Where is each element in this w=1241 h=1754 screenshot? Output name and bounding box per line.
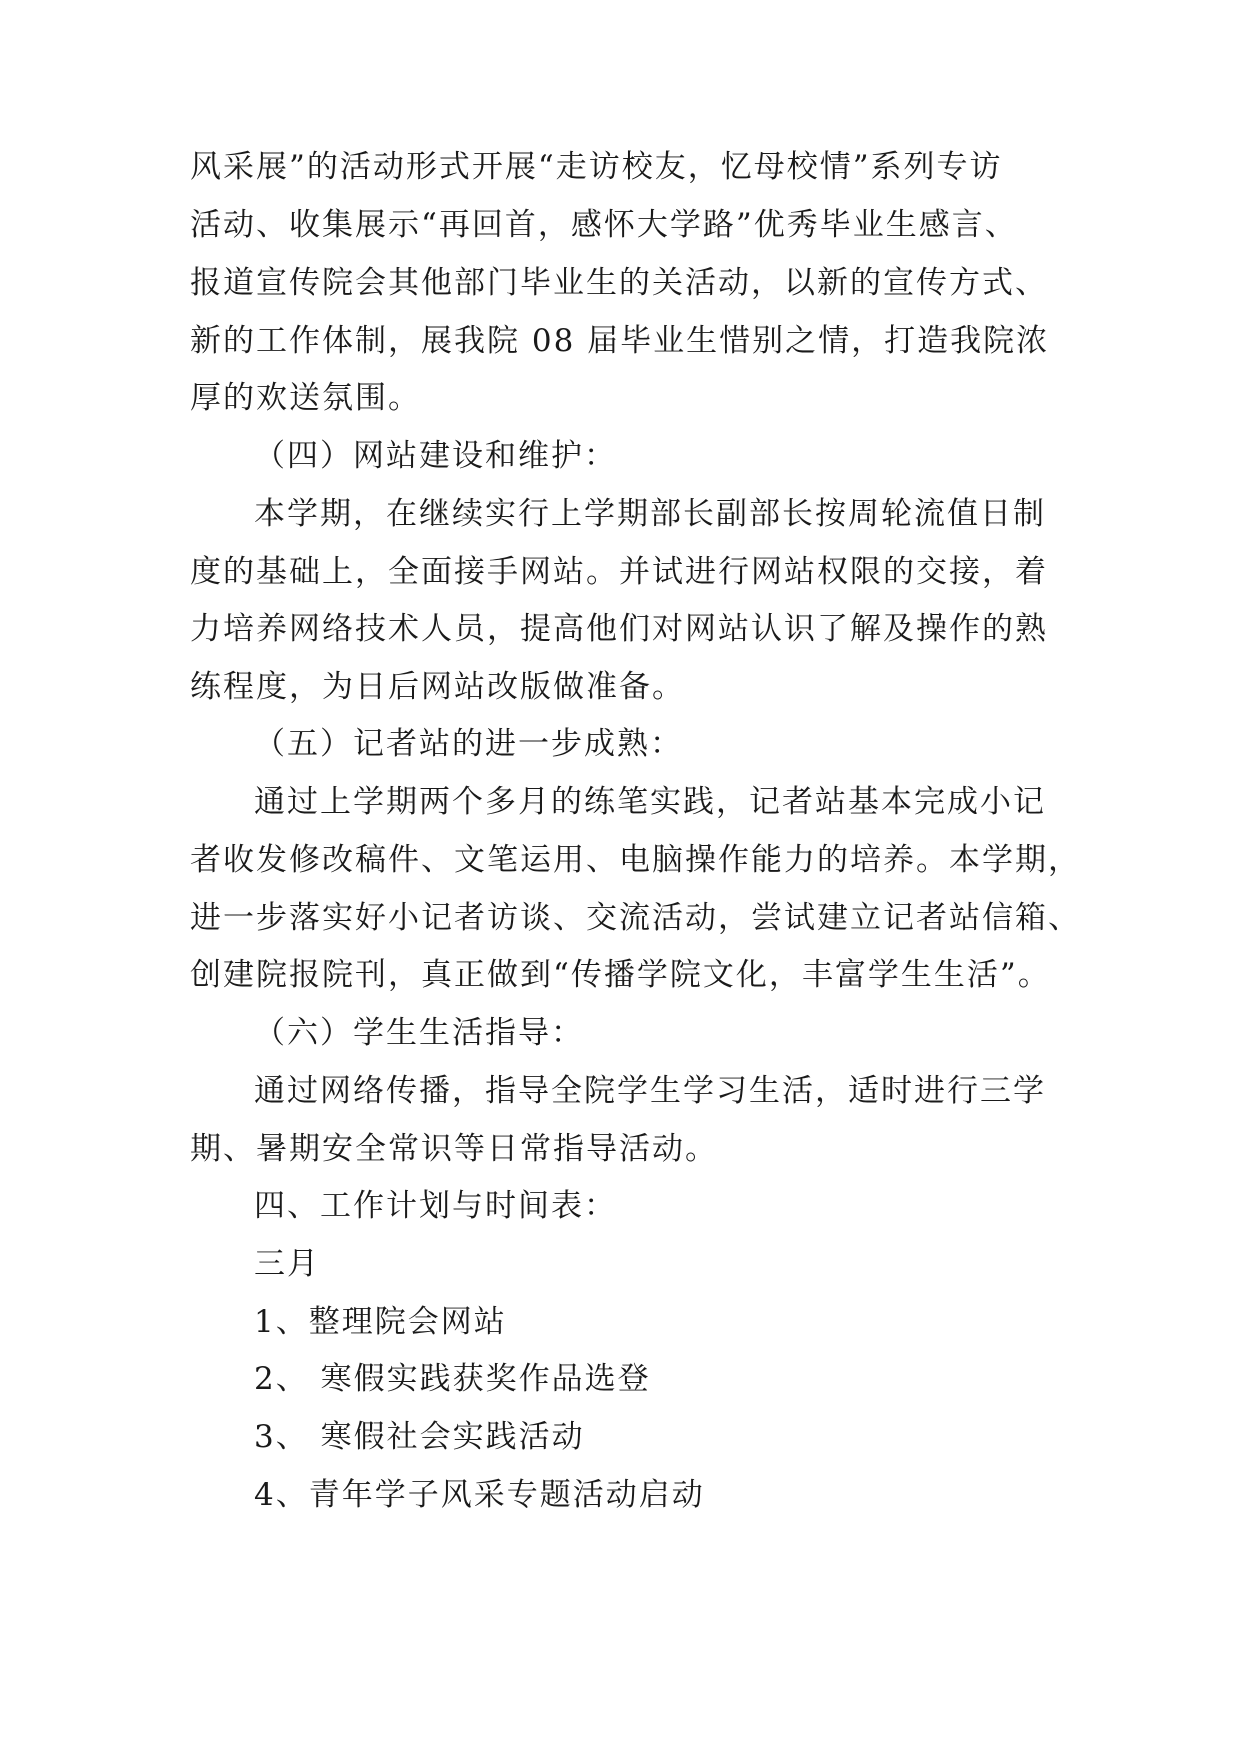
list-item: 2、 寒假实践获奖作品选登 bbox=[254, 1361, 651, 1397]
section-heading: 四、工作计划与时间表： bbox=[254, 1188, 617, 1224]
text-line: 期、暑期安全常识等日常指导活动。 bbox=[190, 1131, 718, 1167]
section-heading: （四）网站建设和维护： bbox=[254, 438, 617, 474]
section-heading: （六）学生生活指导： bbox=[254, 1015, 584, 1051]
text-line: 本学期，在继续实行上学期部长副部长按周轮流值日制 bbox=[254, 496, 1046, 532]
month-heading: 三月 bbox=[254, 1246, 320, 1282]
text-line: 力培养网络技术人员，提高他们对网站认识了解及操作的熟 bbox=[190, 611, 1048, 647]
text-line: 风采展”的活动形式开展“走访校友，忆母校情”系列专访 bbox=[190, 149, 1003, 185]
list-item: 1、整理院会网站 bbox=[254, 1304, 507, 1340]
text-line: 通过上学期两个多月的练笔实践，记者站基本完成小记 bbox=[254, 784, 1046, 820]
text-line: 创建院报院刊，真正做到“传播学院文化，丰富学生生活”。 bbox=[190, 957, 1051, 993]
text-line: 新的工作体制，展我院 08 届毕业生惜别之情，打造我院浓 bbox=[190, 323, 1050, 359]
text-line: 者收发修改稿件、文笔运用、电脑操作能力的培养。本学期， bbox=[190, 842, 1081, 878]
text-line: 厚的欢送氛围。 bbox=[190, 380, 421, 416]
list-item: 3、 寒假社会实践活动 bbox=[254, 1419, 585, 1455]
section-heading: （五）记者站的进一步成熟： bbox=[254, 726, 683, 762]
text-line: 进一步落实好小记者访谈、交流活动，尝试建立记者站信箱、 bbox=[190, 900, 1081, 936]
text-line: 通过网络传播，指导全院学生学习生活，适时进行三学 bbox=[254, 1073, 1046, 1109]
text-line: 练程度，为日后网站改版做准备。 bbox=[190, 669, 685, 705]
text-line: 报道宣传院会其他部门毕业生的关活动，以新的宣传方式、 bbox=[190, 265, 1048, 301]
text-line: 度的基础上，全面接手网站。并试进行网站权限的交接，着 bbox=[190, 554, 1048, 590]
text-line: 活动、收集展示“再回首，感怀大学路”优秀毕业生感言、 bbox=[190, 207, 1018, 243]
list-item: 4、青年学子风采专题活动启动 bbox=[254, 1477, 705, 1513]
